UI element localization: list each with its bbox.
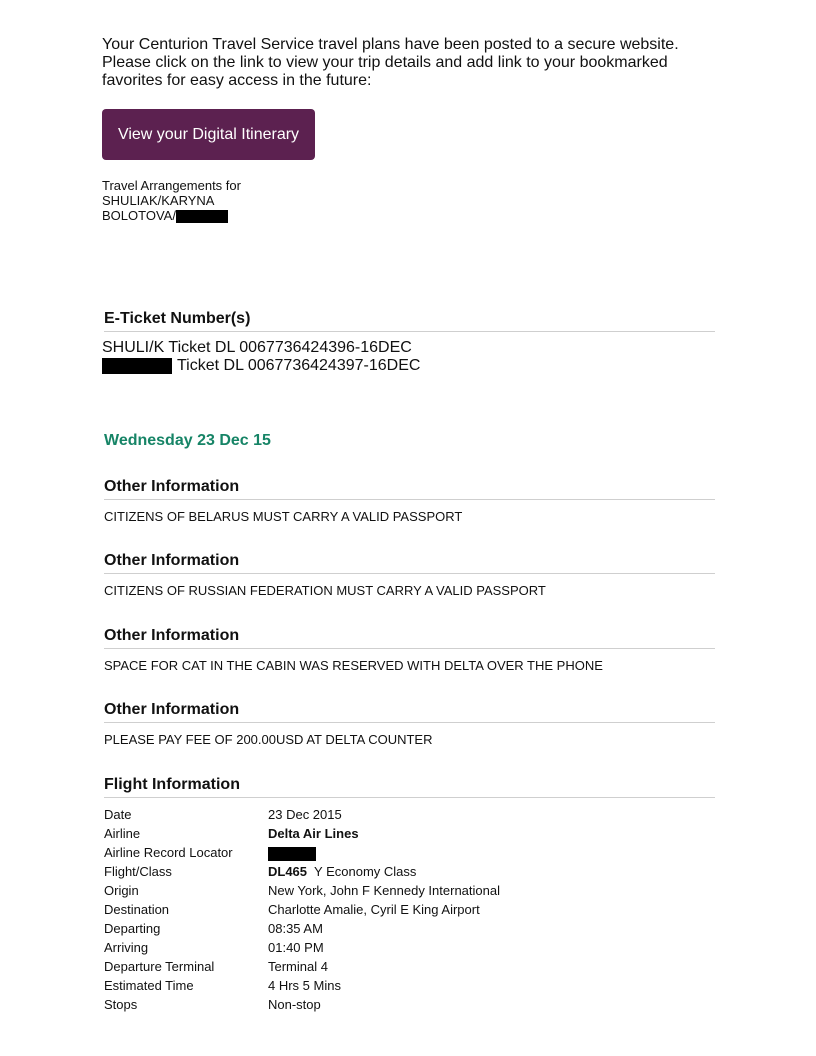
redacted-block (102, 358, 172, 374)
flight-row-locator (104, 843, 500, 862)
flight-row-stops (104, 995, 500, 1014)
flight-row-est-time (104, 976, 500, 995)
arrangements-title: Travel Arrangements for (102, 178, 241, 193)
flight-row-airline (104, 824, 500, 843)
flight-row-terminal (104, 957, 500, 976)
ticket-line: Ticket DL 0067736424397-16DEC (102, 357, 420, 375)
row-value: New York, John F Kennedy International (268, 883, 500, 898)
flight-info-heading: Flight Information (104, 776, 715, 798)
flight-info-table (104, 805, 500, 1014)
view-digital-itinerary-button[interactable] (102, 109, 315, 160)
intro-line: Please click on the link to view your trip details and add link to your bookmarked (102, 54, 668, 71)
row-label: Estimated Time (104, 978, 194, 993)
row-label: Airline (104, 826, 141, 841)
flight-row-origin (104, 881, 500, 900)
row-value: Non-stop (268, 997, 321, 1012)
row-label: Destination (104, 902, 170, 917)
flight-row-date (104, 805, 500, 824)
row-value: Delta Air Lines (268, 826, 359, 841)
button-label: View your Digital Itinerary (117, 125, 300, 143)
row-value: Y Economy Class (314, 864, 417, 879)
row-label: Departing (104, 921, 161, 936)
redacted-block (268, 847, 316, 861)
other-info-text: CITIZENS OF RUSSIAN FEDERATION MUST CARRY A VALID PASSPORT (104, 583, 546, 598)
ticket-line: SHULI/K Ticket DL 0067736424396-16DEC (102, 339, 412, 356)
other-info-text: CITIZENS OF BELARUS MUST CARRY A VALID PASSPORT (104, 509, 463, 524)
row-value: Charlotte Amalie, Cyril E King Airport (268, 902, 480, 917)
row-label: Date (104, 807, 132, 822)
other-info-heading: Other Information (104, 552, 715, 574)
other-info-heading: Other Information (104, 478, 715, 500)
other-info-heading: Other Information (104, 701, 715, 723)
travel-arrangements (102, 178, 241, 223)
other-info-text: PLEASE PAY FEE OF 200.00USD AT DELTA COUNTER (104, 732, 433, 747)
intro-paragraph (102, 36, 702, 90)
flight-row-destination (104, 900, 500, 919)
flight-row-arriving (104, 938, 500, 957)
row-label: Arriving (104, 940, 149, 955)
eticket-heading: E-Ticket Number(s) (104, 310, 715, 332)
row-label: Flight/Class (104, 864, 172, 879)
row-value: 4 Hrs 5 Mins (268, 978, 341, 993)
other-info-heading: Other Information (104, 627, 715, 649)
row-label: Airline Record Locator (104, 845, 233, 860)
traveler-name: SHULIAK/KARYNA (102, 193, 215, 208)
intro-line: Your Centurion Travel Service travel plans have been posted to a secure website. (102, 36, 679, 53)
row-value: 08:35 AM (268, 921, 323, 936)
row-value: Terminal 4 (268, 959, 328, 974)
intro-line: favorites for easy access in the future: (102, 72, 372, 89)
row-value: 23 Dec 2015 (268, 807, 342, 822)
row-label: Stops (104, 997, 138, 1012)
other-info-text: SPACE FOR CAT IN THE CABIN WAS RESERVED WITH DELTA OVER THE PHONE (104, 658, 603, 673)
row-value: 01:40 PM (268, 940, 324, 955)
flight-row-departing (104, 919, 500, 938)
redacted-block (176, 210, 228, 223)
traveler-name-cont: BOLOTOVA/ (102, 208, 241, 223)
day-heading: Wednesday 23 Dec 15 (104, 432, 271, 449)
row-label: Departure Terminal (104, 959, 215, 974)
flight-row-class (104, 862, 500, 881)
flight-number: DL465 (268, 864, 308, 879)
row-label: Origin (104, 883, 139, 898)
ticket-list (102, 339, 420, 375)
